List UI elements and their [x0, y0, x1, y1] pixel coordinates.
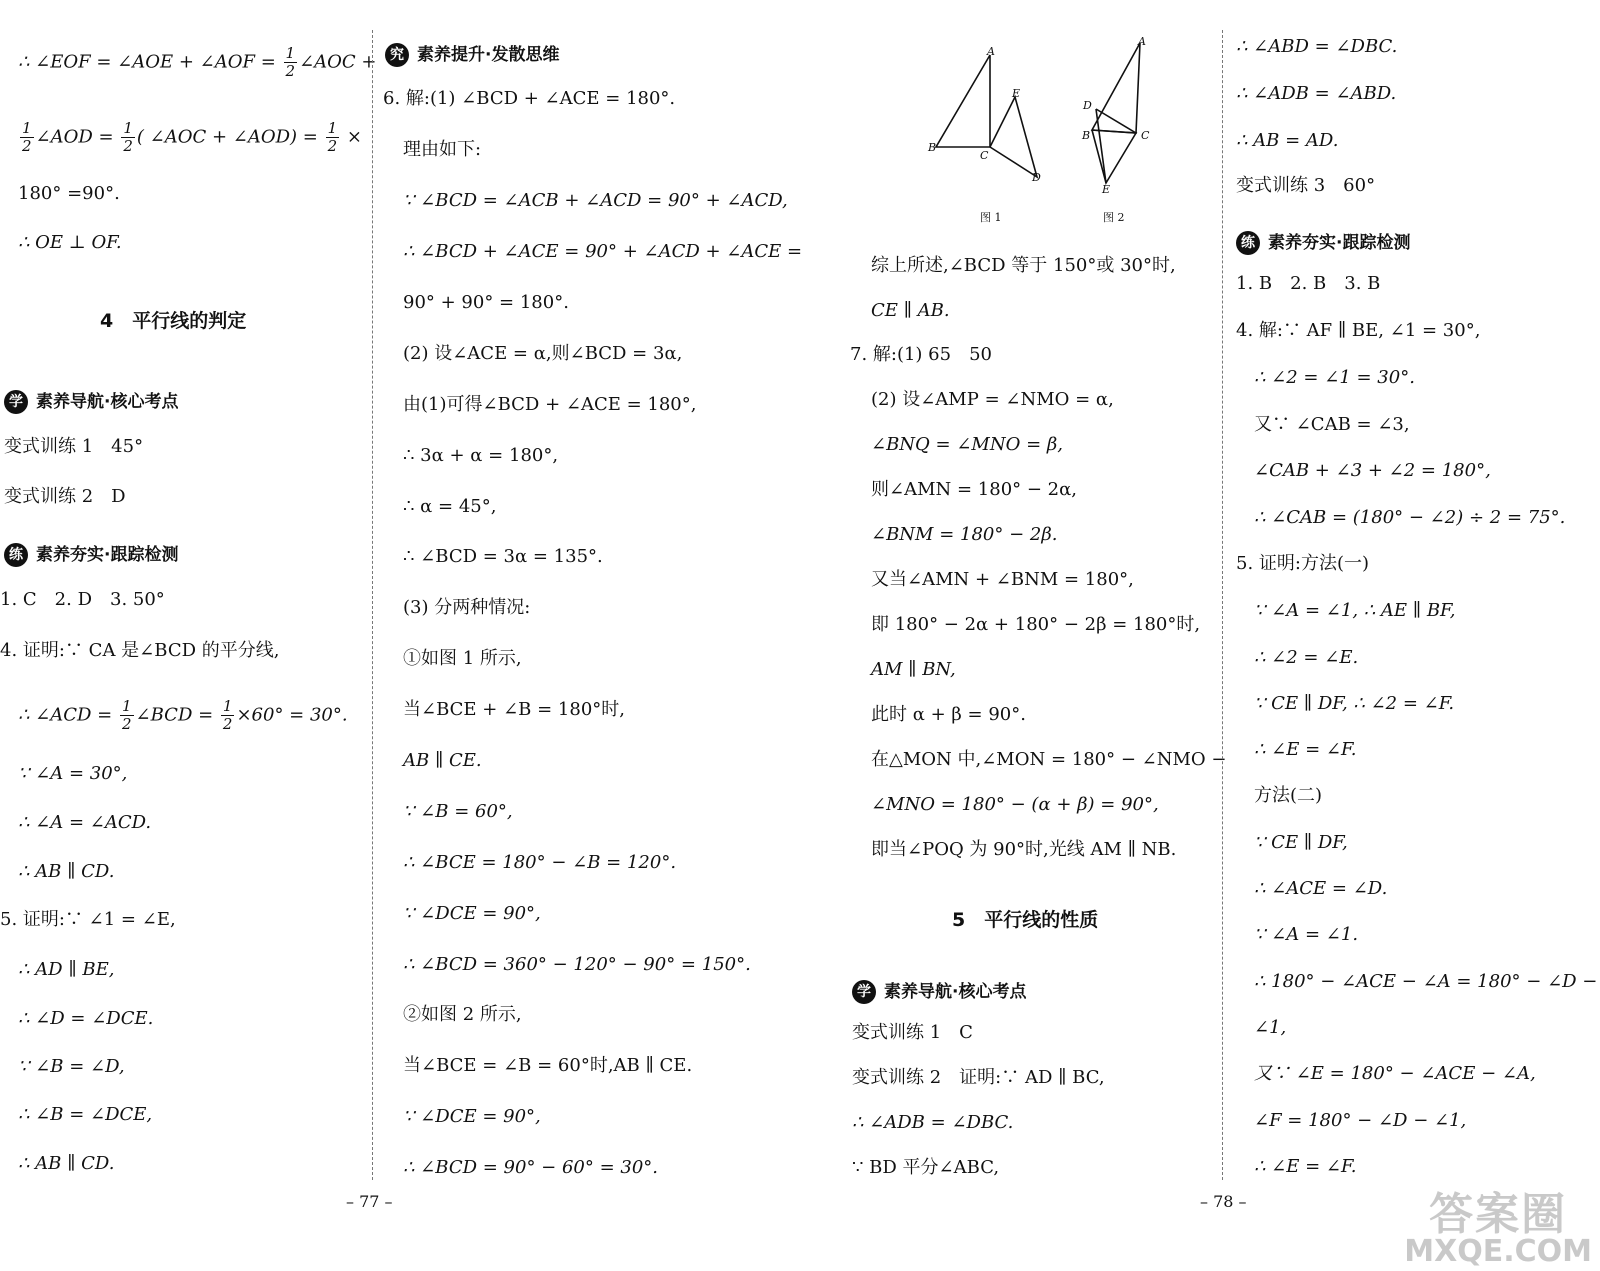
text-line: ①如图 1 所示,	[403, 648, 522, 669]
text-line: 4. 证明:∵ CA 是∠BCD 的平分线,	[0, 640, 280, 661]
text-line: ∴ 3α + α = 180°,	[403, 445, 559, 466]
text-line: ∴ ∠ADB = ∠DBC.	[852, 1112, 1014, 1133]
text-line: ∴ OE ⊥ OF.	[18, 232, 122, 253]
text-line: ∴ ∠ABD = ∠DBC.	[1236, 36, 1398, 57]
text-line: ∵ ∠B = 60°,	[403, 801, 513, 822]
fig2-label-d: D	[1083, 99, 1092, 112]
fig2-caption: 图 2	[1103, 211, 1125, 224]
text-line: ∵ ∠A = 30°,	[18, 763, 128, 784]
text-line: 5. 证明:方法(一)	[1236, 553, 1370, 574]
figure-2	[1092, 43, 1140, 183]
text-line: 综上所述,∠BCD 等于 150°或 30°时,	[871, 255, 1176, 276]
section-header: 学 素养导航·核心考点	[852, 977, 1026, 1004]
column-divider	[372, 30, 373, 1180]
section-title: 5 平行线的性质	[952, 909, 1099, 931]
text-line: ∵ ∠DCE = 90°,	[403, 903, 541, 924]
text-line: ∴ ∠CAB = (180° − ∠2) ÷ 2 = 75°.	[1254, 507, 1566, 528]
text-line: ∴ ∠BCD = 90° − 60° = 30°.	[403, 1157, 659, 1178]
text-line: 方法(二)	[1254, 785, 1323, 806]
text-line: ∵ CE ∥ DF, ∴ ∠2 = ∠F.	[1254, 693, 1455, 714]
text-line: ∴ AB ∥ CD.	[18, 861, 115, 882]
text-line: ∴ ∠ADB = ∠ABD.	[1236, 83, 1397, 104]
eq-line: $\frac{1}{2}$ ∠AOD = $\frac{1}{2}$ ( ∠AOC + ∠AOD) = $\frac{1}{2}$ ×	[22, 119, 362, 155]
text-line: ∴ AD ∥ BE,	[18, 959, 115, 980]
text-line: ∴ 180° − ∠ACE − ∠A = 180° − ∠D −	[1254, 971, 1598, 992]
text-line: AB ∥ CE.	[403, 750, 482, 771]
text-line: 即当∠POQ 为 90°时,光线 AM ∥ NB.	[871, 839, 1177, 860]
text-line: ∴ ∠ACE = ∠D.	[1254, 878, 1388, 899]
text-line: ∴ ∠2 = ∠1 = 30°.	[1254, 367, 1415, 388]
eq-line: ∴ ∠EOF = ∠AOE + ∠AOF = $\frac{1}{2}$ ∠AOC +	[18, 44, 377, 80]
text-line: ∴ ∠BCD = 3α = 135°.	[403, 546, 603, 567]
badge-icon: 练	[1236, 231, 1260, 255]
fig2-label-a: A	[1138, 35, 1146, 48]
text-line: ∴ ∠BCD = 360° − 120° − 90° = 150°.	[403, 954, 751, 975]
text-line: 则∠AMN = 180° − 2α,	[871, 479, 1077, 500]
text-line: ∴ ∠E = ∠F.	[1254, 1156, 1357, 1177]
section-header: 学 素养导航·核心考点	[4, 387, 178, 414]
text-line: ∠BNQ = ∠MNO = β,	[871, 434, 1064, 455]
text-line: 变式训练 2 证明:∵ AD ∥ BC,	[852, 1067, 1105, 1088]
text-line: ②如图 2 所示,	[403, 1004, 522, 1025]
fig1-label-e: E	[1012, 87, 1021, 100]
text-line: ∠F = 180° − ∠D − ∠1,	[1254, 1110, 1467, 1131]
fig1-label-a: A	[987, 45, 995, 58]
text-line: ∴ ∠B = ∠DCE,	[18, 1104, 153, 1125]
watermark	[1404, 1189, 1592, 1269]
text-line: 即 180° − 2α + 180° − 2β = 180°时,	[871, 614, 1201, 635]
text-line: 由(1)可得∠BCD + ∠ACE = 180°,	[403, 394, 697, 415]
watermark-logo-text: 答案圈	[1429, 1189, 1568, 1240]
text-line: 6. 解:(1) ∠BCD + ∠ACE = 180°.	[383, 88, 676, 109]
text-line: ∴ ∠2 = ∠E.	[1254, 647, 1359, 668]
text-line: AM ∥ BN,	[871, 659, 956, 680]
text-line: (2) 设∠ACE = α,则∠BCD = 3α,	[403, 343, 683, 364]
text-line: 又∵ ∠CAB = ∠3,	[1254, 414, 1410, 435]
text-line: ∵ ∠A = ∠1.	[1254, 924, 1359, 945]
watermark-url: MXQE.COM	[1404, 1234, 1592, 1269]
text-line: CE ∥ AB.	[871, 300, 950, 321]
text-line: 4. 解:∵ AF ∥ BE, ∠1 = 30°,	[1236, 320, 1481, 341]
text-line: 90° + 90° = 180°.	[403, 292, 569, 313]
text-line: ∴ ∠E = ∠F.	[1254, 739, 1357, 760]
section-title: 4 平行线的判定	[100, 310, 247, 332]
text-line: 又当∠AMN + ∠BNM = 180°,	[871, 569, 1134, 590]
text-line: ∵ ∠BCD = ∠ACB + ∠ACD = 90° + ∠ACD,	[403, 190, 788, 211]
geometry-figures	[920, 35, 1170, 230]
text-line: ∠BNM = 180° − 2β.	[871, 524, 1058, 545]
fig1-label-b: B	[928, 141, 937, 154]
section-header: 究 素养提升·发散思维	[385, 40, 559, 67]
fig1-caption: 图 1	[980, 211, 1002, 224]
text-line: ∵ ∠A = ∠1, ∴ AE ∥ BF,	[1254, 600, 1456, 621]
badge-icon: 学	[4, 390, 28, 414]
fig2-label-e: E	[1102, 183, 1111, 196]
text-line: 180° =90°.	[18, 183, 120, 204]
text-line: ∠1,	[1254, 1017, 1287, 1038]
column-divider	[1222, 30, 1223, 1180]
text-line: 此时 α + β = 90°.	[871, 704, 1026, 725]
text-line: ∴ AB ∥ CD.	[18, 1153, 115, 1174]
text-line: 变式训练 1 45°	[4, 436, 144, 457]
text-line: ∵ BD 平分∠ABC,	[852, 1157, 1000, 1178]
text-line: 在△MON 中,∠MON = 180° − ∠NMO −	[871, 749, 1227, 770]
text-line: ∴ α = 45°,	[403, 496, 497, 517]
text-line: 当∠BCE = ∠B = 60°时,AB ∥ CE.	[403, 1055, 693, 1076]
text-line: ∠MNO = 180° − (α + β) = 90°,	[871, 794, 1159, 815]
text-line: 变式训练 2 D	[4, 486, 126, 507]
eq-line: ∴ ∠ACD = $\frac{1}{2}$ ∠BCD = $\frac{1}{2}$ ×60° = 30°.	[18, 697, 348, 733]
text-line: 5. 证明:∵ ∠1 = ∠E,	[0, 909, 176, 930]
fig1-label-c: C	[980, 149, 989, 162]
text-line: 理由如下:	[403, 139, 482, 160]
fig1-label-d: D	[1032, 171, 1041, 184]
text-line: ∴ AB = AD.	[1236, 130, 1339, 151]
text-line: ∴ ∠BCE = 180° − ∠B = 120°.	[403, 852, 677, 873]
badge-icon: 究	[385, 43, 409, 67]
fig2-label-c: C	[1141, 129, 1150, 142]
text-line: 7. 解:(1) 65 50	[850, 344, 992, 365]
section-header: 练 素养夯实·跟踪检测	[4, 540, 178, 567]
text-line: ∴ ∠A = ∠ACD.	[18, 812, 152, 833]
text-line: ∴ ∠BCD + ∠ACE = 90° + ∠ACD + ∠ACE =	[403, 241, 803, 262]
text-line: ∵ ∠B = ∠D,	[18, 1056, 125, 1077]
text-line: 变式训练 3 60°	[1236, 175, 1376, 196]
page-number-right: – 78 –	[1200, 1192, 1247, 1211]
text-line: 当∠BCE + ∠B = 180°时,	[403, 699, 625, 720]
text-line: ∠CAB + ∠3 + ∠2 = 180°,	[1254, 460, 1491, 481]
text-line: (3) 分两种情况:	[403, 597, 531, 618]
fig2-label-b: B	[1082, 129, 1091, 142]
text-line: ∴ ∠D = ∠DCE.	[18, 1008, 154, 1029]
page-number-left: – 77 –	[346, 1192, 393, 1211]
badge-icon: 学	[852, 980, 876, 1004]
text-line: 又∵ ∠E = 180° − ∠ACE − ∠A,	[1254, 1063, 1536, 1084]
section-header: 练 素养夯实·跟踪检测	[1236, 228, 1410, 255]
text-line: 变式训练 1 C	[852, 1022, 973, 1043]
text-line: 1. B 2. B 3. B	[1236, 273, 1381, 294]
text-line: ∵ CE ∥ DF,	[1254, 832, 1348, 853]
text-line: (2) 设∠AMP = ∠NMO = α,	[871, 389, 1114, 410]
badge-icon: 练	[4, 543, 28, 567]
text-line: ∵ ∠DCE = 90°,	[403, 1106, 541, 1127]
text-line: 1. C 2. D 3. 50°	[0, 589, 165, 610]
